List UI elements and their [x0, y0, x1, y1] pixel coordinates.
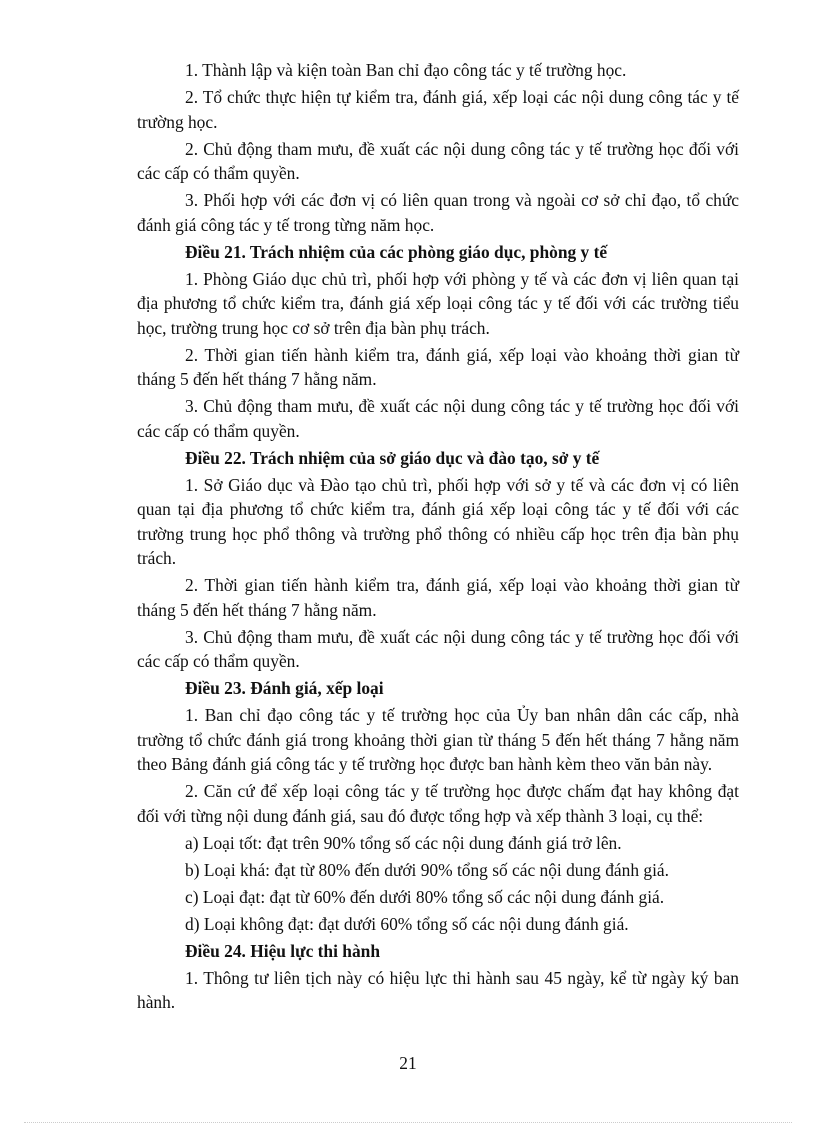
body-paragraph: 3. Chủ động tham mưu, đề xuất các nội dung công tác y tế trường học đối với các cấp có thẩm quyền. — [137, 396, 739, 441]
body-paragraph: 3. Chủ động tham mưu, đề xuất các nội dung công tác y tế trường học đối với các cấp có thẩm quyền. — [137, 626, 739, 671]
body-paragraph: 2. Thời gian tiến hành kiểm tra, đánh giá, xếp loại vào khoảng thời gian từ tháng 5 đến hết tháng 7 hằng năm. — [137, 575, 739, 620]
body-paragraph: 1. Thông tư liên tịch này có hiệu lực thi hành sau 45 ngày, kể từ ngày ký ban hành. — [137, 967, 739, 1012]
body-paragraph: 2. Căn cứ để xếp loại công tác y tế trường học được chấm đạt hay không đạt đối với từng nội dung đánh giá, sau đó được tổng hợp và xếp thành 3 loại, cụ thể: — [137, 781, 739, 826]
body-paragraph: 2. Tổ chức thực hiện tự kiểm tra, đánh giá, xếp loại các nội dung công tác y tế trường học. — [137, 87, 739, 132]
list-item: b) Loại khá: đạt từ 80% đến dưới 90% tổng số các nội dung đánh giá. — [185, 859, 669, 880]
body-paragraph: 1. Phòng Giáo dục chủ trì, phối hợp với phòng y tế và các đơn vị liên quan tại địa phương tổ chức kiểm tra, đánh giá xếp loại công tác y tế đối với các trường tiểu học, trường trung học cơ sở trên địa bàn phụ trách. — [137, 268, 739, 338]
body-paragraph: 2. Chủ động tham mưu, đề xuất các nội dung công tác y tế trường học đối với các cấp có thẩm quyền. — [137, 138, 739, 183]
body-paragraph: 1. Sở Giáo dục và Đào tạo chủ trì, phối hợp với sở y tế và các đơn vị có liên quan tại địa phương tổ chức kiểm tra, đánh giá xếp loại công tác y tế đối với các trường trung học phổ thông và trường phổ thông có nhiều cấp học trên địa bàn phụ trách. — [137, 474, 739, 568]
body-paragraph: 2. Thời gian tiến hành kiểm tra, đánh giá, xếp loại vào khoảng thời gian từ tháng 5 đến hết tháng 7 hằng năm. — [137, 344, 739, 389]
article-heading: Điều 22. Trách nhiệm của sở giáo dục và đào tạo, sở y tế — [185, 447, 600, 468]
article-heading: Điều 23. Đánh giá, xếp loại — [185, 678, 384, 698]
body-paragraph: 3. Phối hợp với các đơn vị có liên quan trong và ngoài cơ sở chỉ đạo, tổ chức đánh giá công tác y tế trong từng năm học. — [137, 190, 739, 235]
page-number: 21 — [399, 1053, 417, 1073]
document-page — [137, 58, 739, 1017]
article-heading: Điều 21. Trách nhiệm của các phòng giáo dục, phòng y tế — [185, 241, 608, 262]
list-item: a) Loại tốt: đạt trên 90% tổng số các nội dung đánh giá trở lên. — [185, 832, 622, 853]
list-item: d) Loại không đạt: đạt dưới 60% tổng số các nội dung đánh giá. — [185, 913, 629, 934]
body-paragraph: 1. Ban chỉ đạo công tác y tế trường học của Ủy ban nhân dân các cấp, nhà trường tổ chức đánh giá trong khoảng thời gian từ tháng 5 đến hết tháng 7 hằng năm theo Bảng đánh giá công tác y tế trường học được ban hành kèm theo văn bản này. — [137, 705, 739, 774]
body-paragraph: 1. Thành lập và kiện toàn Ban chỉ đạo công tác y tế trường học. — [185, 60, 627, 80]
article-heading: Điều 24. Hiệu lực thi hành — [185, 940, 380, 961]
list-item: c) Loại đạt: đạt từ 60% đến dưới 80% tổng số các nội dung đánh giá. — [185, 886, 665, 907]
